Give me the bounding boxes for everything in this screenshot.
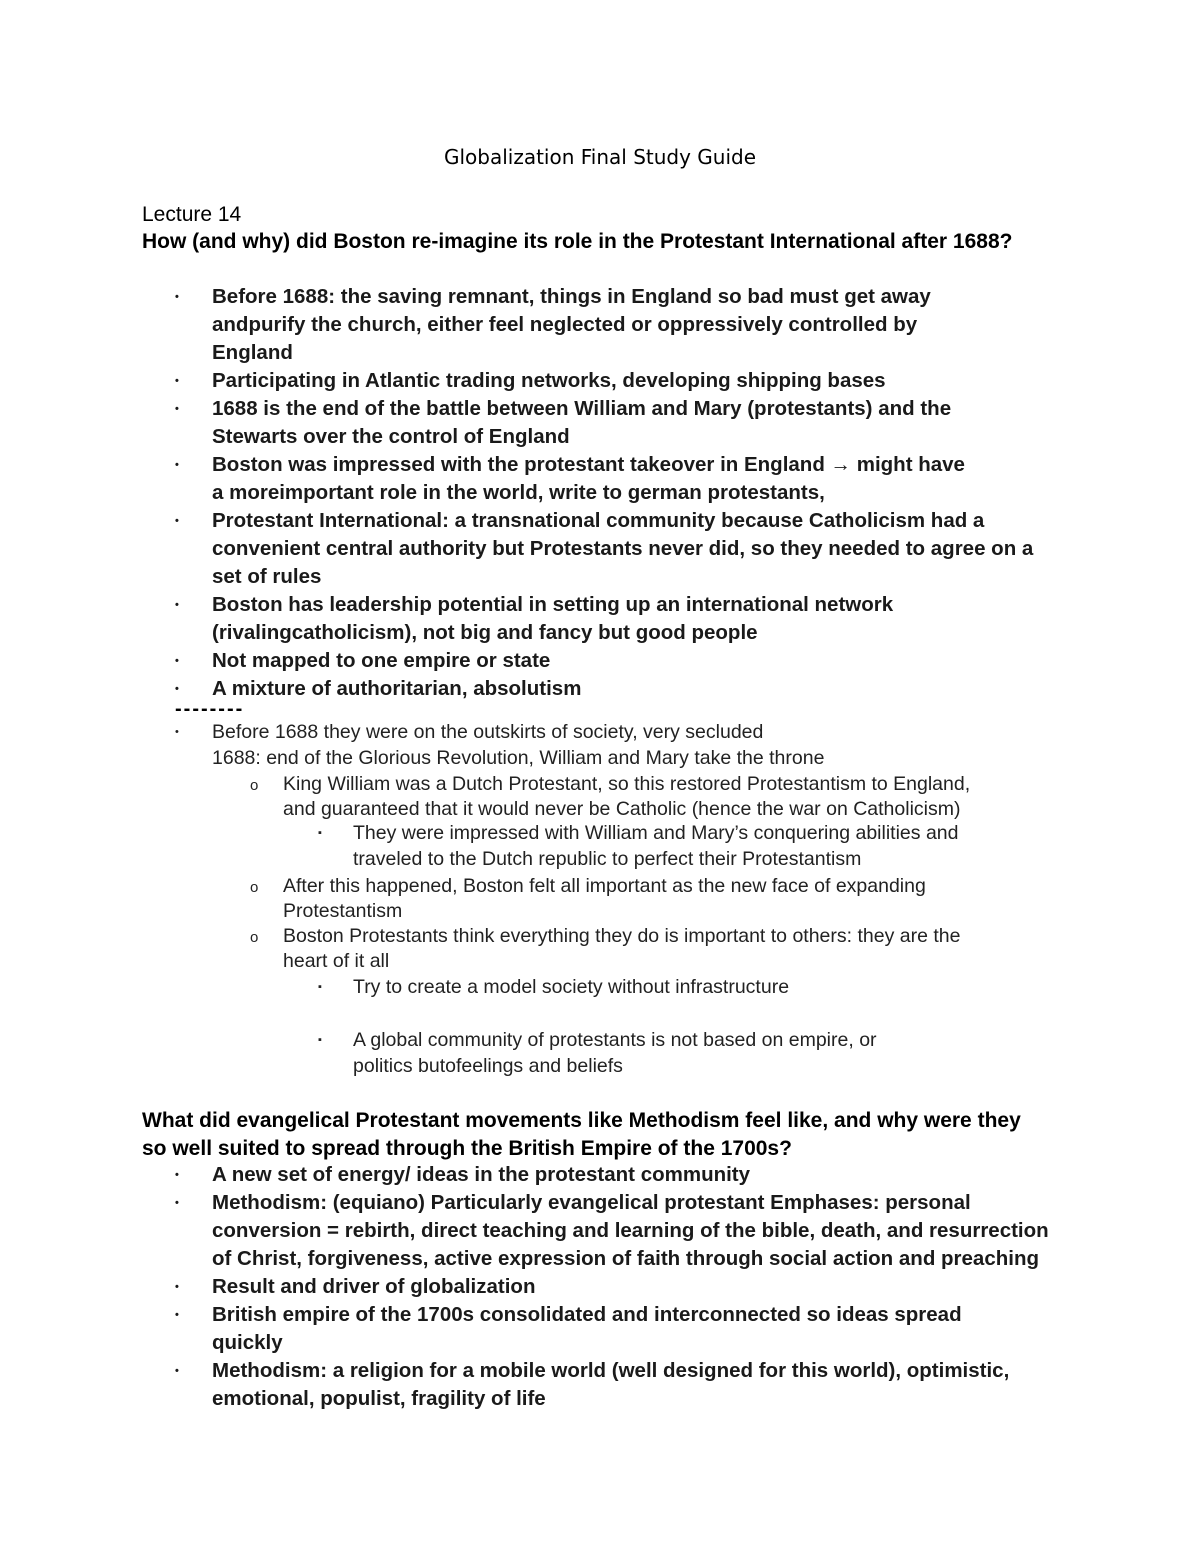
- note-text: After this happened, Boston felt all important as the new face of expanding: [283, 875, 926, 897]
- note-text: They were impressed with William and Mary’s conquering abilities and: [353, 822, 959, 844]
- question-2-bullet-list: [142, 1161, 1072, 1413]
- circle-bullet-icon: o: [250, 777, 259, 794]
- bullet-icon: •: [175, 515, 179, 527]
- notes-block: [0, 720, 1200, 1090]
- note-text: King William was a Dutch Protestant, so this restored Protestantism to England,: [283, 773, 971, 795]
- list-item-text: A new set of energy/ ideas in the protestant community: [212, 1163, 751, 1186]
- list-item-text: Methodism: a religion for a mobile world (well designed for this world), optimistic, emotional, populist, fragility of life: [212, 1359, 1010, 1410]
- bullet-icon: •: [175, 655, 179, 667]
- bullet-icon: •: [175, 1169, 179, 1181]
- note-text: Boston Protestants think everything they do is important to others: they are the: [283, 925, 961, 947]
- list-item-text: British empire of the 1700s consolidated and interconnected so ideas spread quickly: [212, 1303, 962, 1354]
- bullet-icon: •: [175, 1365, 179, 1377]
- circle-bullet-icon: o: [250, 929, 259, 946]
- list-item: [142, 451, 972, 507]
- note-text: 1688: end of the Glorious Revolution, William and Mary take the throne: [212, 747, 825, 769]
- square-bullet-icon: ▪: [318, 827, 322, 839]
- question-1-heading: How (and why) did Boston re-imagine its role in the Protestant International after 1688?: [142, 230, 1013, 253]
- list-item-text: Methodism: (equiano) Particularly evangelical protestant Emphases: personal conversion = rebirth, direct teaching and learning of the bible, death, and resurrection of Christ, forgiveness, active expression of faith through social action and preaching: [212, 1191, 1049, 1270]
- list-item: [142, 1273, 1072, 1301]
- note-text: heart of it all: [283, 950, 390, 972]
- note-text: and guaranteed that it would never be Catholic (hence the war on Catholicism): [283, 798, 961, 820]
- square-bullet-icon: ▪: [318, 981, 322, 993]
- note-text: Before 1688 they were on the outskirts of society, very secluded: [212, 721, 764, 743]
- bullet-icon: •: [175, 1197, 179, 1209]
- list-item-text: Not mapped to one empire or state: [212, 649, 551, 672]
- note-text: Protestantism: [283, 900, 403, 922]
- bullet-icon: •: [175, 291, 179, 303]
- bullet-icon: •: [175, 683, 179, 695]
- bullet-icon: •: [175, 599, 179, 611]
- bullet-icon: •: [175, 459, 179, 471]
- note-text: A global community of protestants is not based on empire, or: [353, 1029, 877, 1051]
- list-item-text: 1688 is the end of the battle between William and Mary (protestants) and the Stewarts over the control of England: [212, 397, 952, 448]
- note-text: traveled to the Dutch republic to perfect their Protestantism: [353, 848, 862, 870]
- list-item: [142, 283, 992, 367]
- list-item-text: Result and driver of globalization: [212, 1275, 536, 1298]
- note-text: Try to create a model society without infrastructure: [353, 976, 790, 998]
- document-title: Globalization Final Study Guide: [443, 145, 757, 169]
- list-item: [142, 1301, 1027, 1357]
- bullet-icon: •: [175, 1281, 179, 1293]
- bullet-icon: •: [175, 1309, 179, 1321]
- list-item: [142, 367, 1072, 395]
- list-item-text: Boston has leadership potential in setting up an international network (rivalingcatholicism), not big and fancy but good people: [212, 593, 894, 644]
- bullet-icon: •: [175, 375, 179, 387]
- list-item-text: Protestant International: a transnational community because Catholicism had a convenient central authority but Protestants never did, so they needed to agree on a set of rules: [212, 509, 1034, 588]
- list-item: [142, 675, 1072, 703]
- list-item: [142, 1357, 1062, 1413]
- list-item: [142, 647, 1072, 675]
- bullet-icon: •: [175, 403, 179, 415]
- section-separator: --------: [175, 698, 245, 720]
- list-item-text: Boston was impressed with the protestant takeover in England → might have a moreimportant role in the world, write to german protestants,: [212, 453, 965, 504]
- list-item: [142, 1161, 1072, 1189]
- note-text: politics butofeelings and beliefs: [353, 1055, 623, 1077]
- lecture-heading: Lecture 14: [142, 203, 242, 226]
- list-item: [142, 591, 972, 647]
- list-item-text: A mixture of authoritarian, absolutism: [212, 677, 582, 700]
- list-item-text: Participating in Atlantic trading networks, developing shipping bases: [212, 369, 886, 392]
- question-2-heading: What did evangelical Protestant movements like Methodism feel like, and why were they so well suited to spread through the British Empire of the 1700s?: [142, 1109, 1021, 1160]
- list-item: [142, 1189, 1062, 1273]
- square-bullet-icon: ▪: [318, 1034, 322, 1046]
- bullet-icon: •: [175, 726, 179, 738]
- list-item-text: Before 1688: the saving remnant, things in England so bad must get away andpurify the church, either feel neglected or oppressively controlled by England: [212, 285, 931, 364]
- question-1-bullet-list: [142, 283, 1072, 703]
- list-item: [142, 395, 1032, 451]
- circle-bullet-icon: o: [250, 879, 259, 896]
- list-item: [142, 507, 1042, 591]
